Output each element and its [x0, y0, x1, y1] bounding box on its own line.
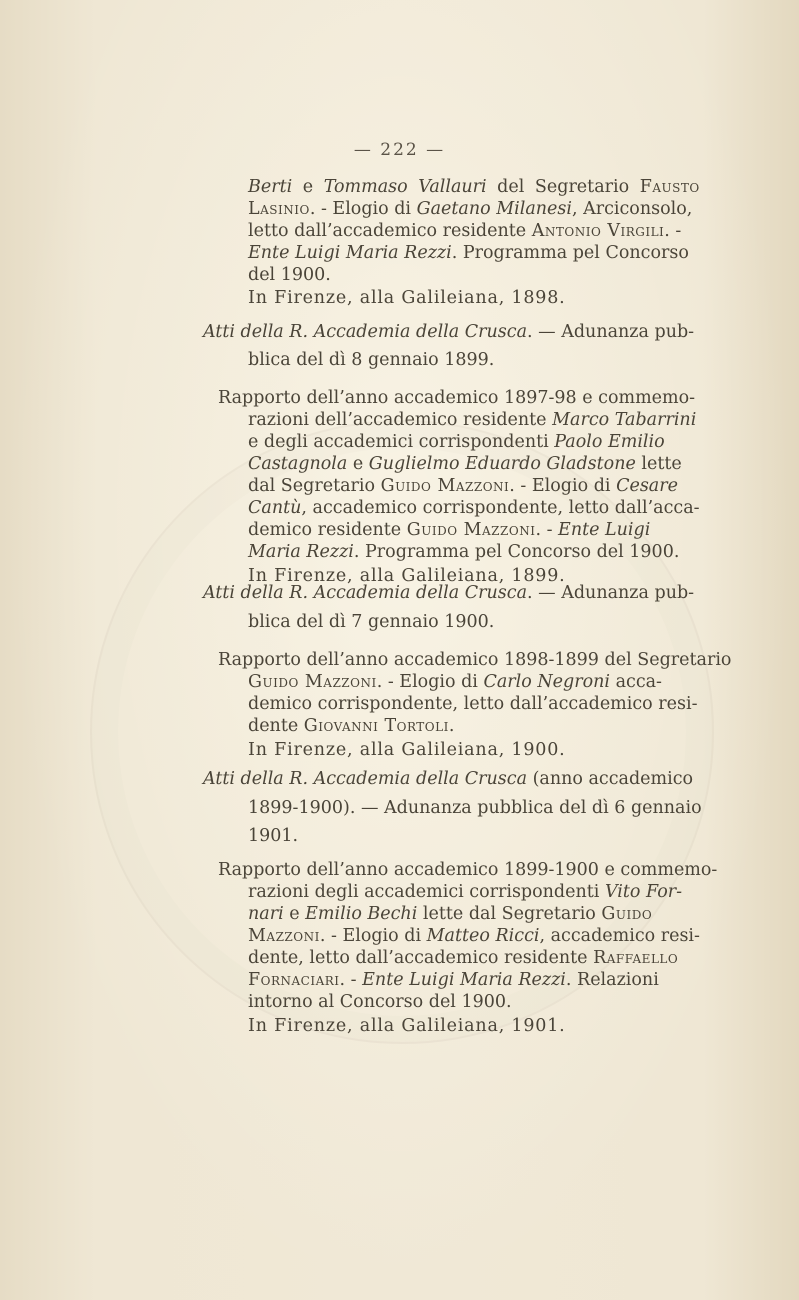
text-line: Guido Mazzoni. - Elogio di Carlo Negroni acca-	[248, 672, 662, 692]
text-line: razioni degli accademici corrispondenti Vito For-	[248, 882, 683, 902]
text-line: razioni dell’accademico residente Marco Tabarrini	[248, 410, 697, 430]
text-line: del 1900.	[248, 265, 331, 285]
text-line: dente Giovanni Tortoli.	[248, 716, 455, 736]
entry-title: Atti della R. Accademia della Crusca. — Adunanza pub-	[203, 583, 695, 603]
entry-title-cont: blica del dì 8 gennaio 1899.	[248, 350, 495, 370]
text-line: Fornaciari. - Ente Luigi Maria Rezzi. Relazioni	[248, 970, 659, 990]
text-line: demico corrispondente, letto dall’accademico resi-	[248, 694, 698, 714]
entry-title-cont: 1901.	[248, 826, 299, 846]
text-line: Mazzoni. - Elogio di Matteo Ricci, accademico resi-	[248, 926, 700, 946]
text-line: Castagnola e Guglielmo Eduardo Gladstone lette	[248, 454, 682, 474]
entry-title: Atti della R. Accademia della Crusca (anno accademico	[203, 769, 694, 789]
text-line: letto dall’accademico residente Antonio Virgili. -	[248, 221, 682, 241]
text-line: e degli accademici corrispondenti Paolo Emilio	[248, 432, 665, 452]
entry-title: Atti della R. Accademia della Crusca. — Adunanza pub-	[203, 322, 695, 342]
page-number: — 222 —	[353, 140, 446, 160]
imprint-line: In Firenze, alla Galileiana, 1898.	[248, 288, 566, 308]
text-line: nari e Emilio Bechi lette dal Segretario Guido	[248, 904, 653, 924]
imprint-line: In Firenze, alla Galileiana, 1900.	[248, 740, 566, 760]
text-line: Rapporto dell’anno accademico 1897-98 e commemo-	[218, 388, 696, 408]
text-line: Berti e Tommaso Vallauri del Segretario Fausto	[248, 177, 700, 197]
text-line: demico residente Guido Mazzoni. - Ente Luigi	[248, 520, 651, 540]
imprint-line: In Firenze, alla Galileiana, 1901.	[248, 1016, 566, 1036]
text-line: dente, letto dall’accademico residente Raffaello	[248, 948, 679, 968]
imprint-line: In Firenze, alla Galileiana, 1899.	[248, 566, 566, 586]
text-line: Ente Luigi Maria Rezzi. Programma pel Concorso	[248, 243, 689, 263]
text-line: Rapporto dell’anno accademico 1899-1900 e commemo-	[218, 860, 718, 880]
text-line: Lasinio. - Elogio di Gaetano Milanesi, Arciconsolo,	[248, 199, 693, 219]
text-line: Rapporto dell’anno accademico 1898-1899 del Segretario	[218, 650, 732, 670]
text-line: dal Segretario Guido Mazzoni. - Elogio di Cesare	[248, 476, 678, 496]
entry-title-cont: blica del dì 7 gennaio 1900.	[248, 612, 495, 632]
entry-title-cont: 1899-1900). — Adunanza pubblica del dì 6 gennaio	[248, 798, 702, 818]
text-line: Cantù, accademico corrispondente, letto dall’acca-	[248, 498, 700, 518]
text-line: Maria Rezzi. Programma pel Concorso del 1900.	[248, 542, 680, 562]
text-line: intorno al Concorso del 1900.	[248, 992, 512, 1012]
